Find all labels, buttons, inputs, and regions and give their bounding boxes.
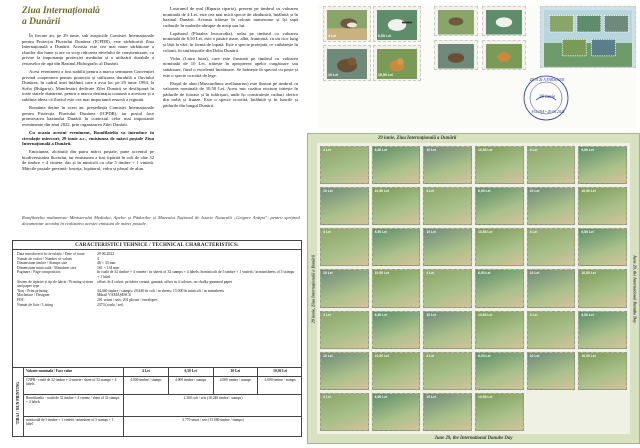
print-side-label — [12, 368, 24, 437]
stamp-spoonbill-cover — [482, 6, 526, 36]
table-cell: 2.360 coli / sets (10.240 timbre / stamps) — [183, 396, 243, 400]
header-cell: 6,50 Lei — [169, 368, 214, 376]
paragraph: Lostrunul de mal (Riparia riparia), prezent pe timbrul cu valoarea nominală de 4 Lei, este cea mai mică specie de rândunică, întâlnită și în bazinul Dunării. Aceasta trăiește în colonii numeroase și își sapă cuiburile în malurile abrupte de nisip sau lut. — [163, 6, 298, 28]
stamp-value: 10 Lei — [529, 189, 540, 194]
stamp-value: 4 Lei — [529, 230, 538, 235]
paragraph: România deține în acest an, președinția Comisiei Internaționale pentru Protecția Fluviului Dunărea (ICPDR), iar postul face promovarea bazinului Dunării în contextul celor mai importante evenimente din anul 2022, prin organizarea Zilei Dunării. — [22, 105, 154, 127]
acknowledgement-note: Romfilatelia mulțumește Ministerului Mediului, Apelor și Pădurilor și Muzeului Național de Istorie Naturală „Grigore Antipa”, pentru sprijinul documentar acordat în realizarea acestei emisiuni de mărci poștale. — [22, 215, 300, 226]
tech-value: 2373 (coala / set) — [97, 302, 124, 307]
stamp-otter — [323, 45, 371, 81]
sheet-stamp — [527, 269, 576, 307]
stamp-value: 6,50 Lei — [581, 230, 594, 235]
tech-key: Machetare / Designer — [17, 293, 50, 298]
stamp-value: 10 Lei — [426, 148, 436, 152]
sheet-stamp — [578, 228, 627, 266]
stamp-value: 10,50 Lei — [478, 148, 493, 152]
table-cell: 4.000 timbre / stamps — [264, 378, 296, 382]
stamp-value: 6,50 Lei — [581, 148, 594, 152]
sheet-stamp — [320, 187, 369, 225]
stamp-value: 6,50 Lei — [378, 34, 392, 38]
sheet-stamp — [475, 393, 524, 431]
stamp-spoonbill — [373, 6, 421, 42]
tech-value: 29.06.2022 — [97, 252, 115, 256]
sheet-bottom-band: June 29, the International Danube Day — [308, 434, 639, 443]
sand-martin-image — [438, 10, 474, 35]
stamp-value: 4 Lei — [426, 189, 435, 194]
sheet-stamp — [578, 146, 627, 184]
sheet-stamp — [320, 228, 369, 266]
stamp-value: 10 Lei — [426, 230, 436, 235]
stamp-otter-cover — [434, 40, 478, 70]
tech-key: Tiraj / Print printing — [17, 288, 48, 293]
row-label: Romfilatelia - coală de 32 timbre + 4 viniete / sheet of 32 stamps + 4 labels — [24, 395, 124, 416]
table-row — [24, 417, 302, 437]
stamp-value: 10 Lei — [323, 271, 333, 276]
stamp-value: 10 Lei — [426, 312, 436, 317]
paragraph: Emisiunea, alcătuită din patru mărci poștale, pune accentul pe biodiversitatea fluviului, iar emisiunea a fost tipărită în coli de câte 32 de timbre + 4 viniete, dar și în minicoli cu câte 5 timbre + 1 vinietă. Mărcile poștale prezintă: lostrița, lopătarul, vidra și pârșul de alun. — [22, 149, 154, 172]
table-row — [24, 377, 302, 395]
tech-key: Paginare / Page composition — [17, 270, 61, 275]
paragraph: Lopătarul (Platalea leucorodia), redat pe timbrul cu valoarea nominală de 6,50 Lei, este o pasăre mare, albă, frumoasă, cu un cioc lung și lățit la vârf, în formă de lopată. Este o specie protejată, ce cuibărește în colonii, în stufărișurile din Delta Dunării. — [163, 30, 298, 53]
tech-heading: CARACTERISTICI TEHNICE / TECHNICAL CHARACTERISTICS: — [13, 241, 301, 250]
title-line-1: Ziua Internațională — [22, 6, 100, 16]
sheet-stamp — [320, 269, 369, 307]
sheet-stamp — [423, 228, 472, 266]
tech-key: Număr de valori / Number of values — [17, 256, 73, 261]
stamp-value: 10 Lei — [323, 353, 333, 358]
stamp-value: 10,50 Lei — [581, 189, 596, 194]
sheet-stamp — [423, 187, 472, 225]
stamp-value: 6,50 Lei — [374, 148, 388, 152]
stamp-value: 4 Lei — [323, 312, 331, 317]
left-band-text: 29 iunie, Ziua Internațională a Dunării — [310, 254, 315, 323]
title-line-2: a Dunării — [22, 17, 61, 27]
right-band-text: June 29, the International Danube Day — [632, 254, 637, 323]
sheet-right-band — [630, 143, 639, 434]
sheet-stamp — [320, 393, 369, 431]
sheet-stamp — [372, 269, 421, 307]
stamp-value: 10,50 Lei — [478, 230, 493, 235]
stamp-value: 4 Lei — [323, 394, 331, 399]
table-cell: 4.000 timbre / stamps — [169, 377, 214, 394]
sheet-stamp — [578, 352, 627, 390]
sheet-left-band — [308, 143, 317, 434]
sheet-stamp — [527, 311, 576, 349]
dormouse-image — [486, 44, 522, 69]
tech-key: Dimensiune timbre / Stamps size — [17, 261, 68, 266]
postmark-date: 29 iunie — [538, 95, 556, 100]
tech-value: Mihail VĂMĂȘESCU — [97, 293, 132, 298]
header-cell: 4 Lei — [124, 368, 169, 376]
stamp-value: 6,50 Lei — [478, 353, 491, 358]
tech-value: 161 × 134 mm — [97, 265, 120, 270]
stamp-value: 10,50 Lei — [378, 73, 394, 77]
full-stamp-sheet — [307, 133, 640, 444]
sheet-stamp — [423, 269, 472, 307]
table-header-row — [24, 368, 302, 377]
tech-key: Număr de liste / Listing — [17, 302, 54, 307]
table-cell: 4.000 timbre / stamps — [214, 377, 259, 394]
tech-key: Data introducerii în circulație / Date of issue — [17, 252, 85, 256]
paragraph: În fiecare an, pe 29 iunie, sub auspiciile Comisiei Internaționale pentru Protecția Fluviului Dunărea (ICPDR), este sărbătorită Ziua Internațională a Dunării. Aceasta este cea mai mare sărbătoare a râurilor din lume și are ca scop ridicarea nivelului de conștientizare, cu privire la importanța protecției mediului și a utilizării durabile a resurselor de apă din Bazinul Hidrografic al Dunării. — [22, 33, 154, 66]
stamp-value: 6,50 Lei — [478, 189, 491, 194]
sheet-stamp — [372, 311, 421, 349]
header-cell: 10,50 Lei — [273, 369, 288, 373]
stamp-value: 4 Lei — [426, 271, 435, 276]
sheet-top-band: 29 iunie, Ziua Internațională a Dunării — [308, 134, 639, 143]
sheet-stamp — [372, 187, 421, 225]
tech-rows — [13, 250, 301, 307]
row-label: minicoală de 5 timbre + 1 vinietă / minisheet of 5 stamps + 1 label — [24, 417, 124, 437]
sheet-stamp — [475, 352, 524, 390]
tech-row — [13, 270, 301, 279]
stamp-value: 10 Lei — [529, 271, 540, 276]
stamp-value: 4 Lei — [328, 34, 337, 38]
tech-key: Dimensiune minicoală / Minisheet size — [17, 265, 77, 270]
sheet-stamp — [423, 311, 472, 349]
table-cell: 3.770 seturi / sets (15.080 timbre / stamps) — [182, 418, 244, 422]
stamp-value: 10 Lei — [529, 353, 540, 358]
tech-value: 48 × 33 mm — [97, 261, 116, 266]
stamp-value: 4 Lei — [529, 148, 538, 152]
sheet-stamp — [578, 311, 627, 349]
sheet-stamp — [320, 352, 369, 390]
page-title — [22, 6, 152, 28]
sheet-stamp — [423, 352, 472, 390]
stamp-value: 10 Lei — [323, 189, 333, 194]
paragraph: Vidra (Lutra lutra), care este ilustrată pe timbrul cu valoarea nominală de 10 Lei, trăiește în apropierea apelor curgătoare sau stătătoare, fiind o excelentă înotătoare. Se hrănește în special cu pește și este o specie ocrotită de lege. — [163, 55, 298, 78]
sheet-stamp — [527, 352, 576, 390]
stamp-sand-martin-cover — [434, 6, 478, 36]
tech-key: FDC — [17, 297, 25, 302]
tech-value: în coală de 32 timbre + 4 viniete / in sheets of 32 stamps + 4 labels; în minicoli de 5 timbre + 1 vinietă / in minisheets of 5 stamps + 1 label — [97, 270, 295, 279]
tech-row — [13, 280, 301, 289]
stamp-value: 6,50 Lei — [374, 230, 388, 235]
stamp-value: 10,50 Lei — [374, 189, 389, 194]
header-cell: Valoare nominală / Face value — [24, 368, 124, 376]
tech-value: offset, în 4 culori, pe hârtie cretată, gumată; offset in 4 colours, on chalky gummed paper — [97, 279, 233, 284]
stamp-value: 6,50 Lei — [478, 271, 491, 276]
stamp-value: 6,50 Lei — [374, 312, 388, 317]
left-text-column — [22, 33, 154, 174]
right-text-column — [163, 6, 298, 111]
sheet-stamp — [527, 146, 576, 184]
stamp-value: 10 Lei — [328, 73, 339, 77]
stamp-value: 6,50 Lei — [374, 394, 388, 399]
paragraph: Acest eveniment a fost stabilit pentru a marca semnarea Convenției privind cooperarea pentru protecția și utilizarea durabilă a fluviului Dunărea, în cadrul unei întâlniri care a avut loc pe 29 iunie 1994, la Sofia (Bulgaria). Manifestări dedicate Zilei Dunării se desfășoară în toate statele dunărene, pentru a marca destinația comună a acestora și a sublinia ideea că fluviul este cea mai importantă resursă a regiunii. — [22, 69, 154, 103]
stamp-value: 10 Lei — [426, 394, 436, 399]
sheet-stamp — [475, 146, 524, 184]
tech-value: 201 seturi / sets; 201 plicuri / envelopes — [97, 297, 158, 302]
stamp-value: 4 Lei — [323, 230, 331, 235]
stamp-dormouse — [373, 45, 421, 81]
header-cell: 10 Lei — [214, 368, 259, 376]
stamp-value: 4 Lei — [529, 312, 538, 317]
sheet-stamp — [475, 269, 524, 307]
sheet-stamp — [527, 228, 576, 266]
stamp-grid — [320, 146, 627, 431]
row-label: CNPR - coală de 32 timbre + 4 viniete / sheet of 32 stamps + 4 labels — [24, 377, 124, 394]
sheet-stamp — [475, 311, 524, 349]
stamp-value: 4 Lei — [323, 148, 331, 152]
paragraph: Pârșul de alun (Muscardinus avellanarius) este ilustrat pe timbrul cu valoarea nominală de 10,50 Lei. Acest mic rozător nocturn trăiește în pădurile de foioase și în tufărișuri, unde își construiește cuiburi sferice din iarbă și frunze. Este o specie ocrotită, întâlnită și în luncile și pădurile din lungul Dunării. — [163, 80, 298, 108]
tech-value: 44.440 timbre / stamps; 29.440 în coli / in sheets; 15.000 în minicoli / in minisheets — [97, 288, 224, 293]
stamp-value: 10,50 Lei — [581, 271, 596, 276]
stamp-sand-martin — [323, 6, 371, 42]
sheet-stamp — [320, 146, 369, 184]
minisheet-image — [544, 10, 632, 67]
postmark-top-text: ZIUA ZI A EMISIUNII — [529, 78, 565, 82]
sheet-stamp — [372, 393, 421, 431]
sheet-stamp — [475, 228, 524, 266]
tech-row — [13, 303, 301, 308]
tech-value: 4 — [97, 256, 99, 261]
stamp-value: 6,50 Lei — [581, 312, 594, 317]
sheet-stamp — [578, 269, 627, 307]
postmark-bottom-text: SULINA • 29.06.2022 — [531, 110, 565, 114]
minisheet-danube — [540, 6, 636, 68]
sheet-stamp — [423, 393, 472, 431]
sheet-stamp — [372, 352, 421, 390]
print-run-table — [12, 367, 302, 437]
stamp-value: 10,50 Lei — [478, 312, 493, 317]
table-cell: 4.000 timbre / stamps — [124, 377, 169, 394]
sheet-stamp — [320, 311, 369, 349]
stamp-value: 10,50 Lei — [581, 353, 596, 358]
sheet-stamp — [423, 146, 472, 184]
sheet-stamp — [475, 187, 524, 225]
tech-key: Sistem de tipărire și tip de hârtie / Printing system and paper type — [17, 279, 94, 289]
stamp-value: 4 Lei — [426, 353, 435, 358]
paragraph: Cu ocazia acestui eveniment, Romfilatelia va introduce în circulație miercuri, 29 iunie a.c., emisiunea de mărci poștale Ziua Internațională a Dunării. — [22, 130, 154, 147]
table-row — [24, 395, 302, 417]
sheet-stamp — [527, 187, 576, 225]
sheet-stamp — [578, 187, 627, 225]
stamp-value: 10,50 Lei — [374, 271, 389, 276]
stamp-value: 10,50 Lei — [478, 394, 493, 399]
spoonbill-image — [486, 10, 522, 35]
stamp-value: 10,50 Lei — [374, 353, 389, 358]
sheet-stamp — [372, 146, 421, 184]
sheet-stamp — [372, 228, 421, 266]
otter-image — [438, 44, 474, 69]
stamp-dormouse-cover — [482, 40, 526, 70]
side-label-text: TIRAJ / RUN PRINTING — [15, 381, 20, 424]
